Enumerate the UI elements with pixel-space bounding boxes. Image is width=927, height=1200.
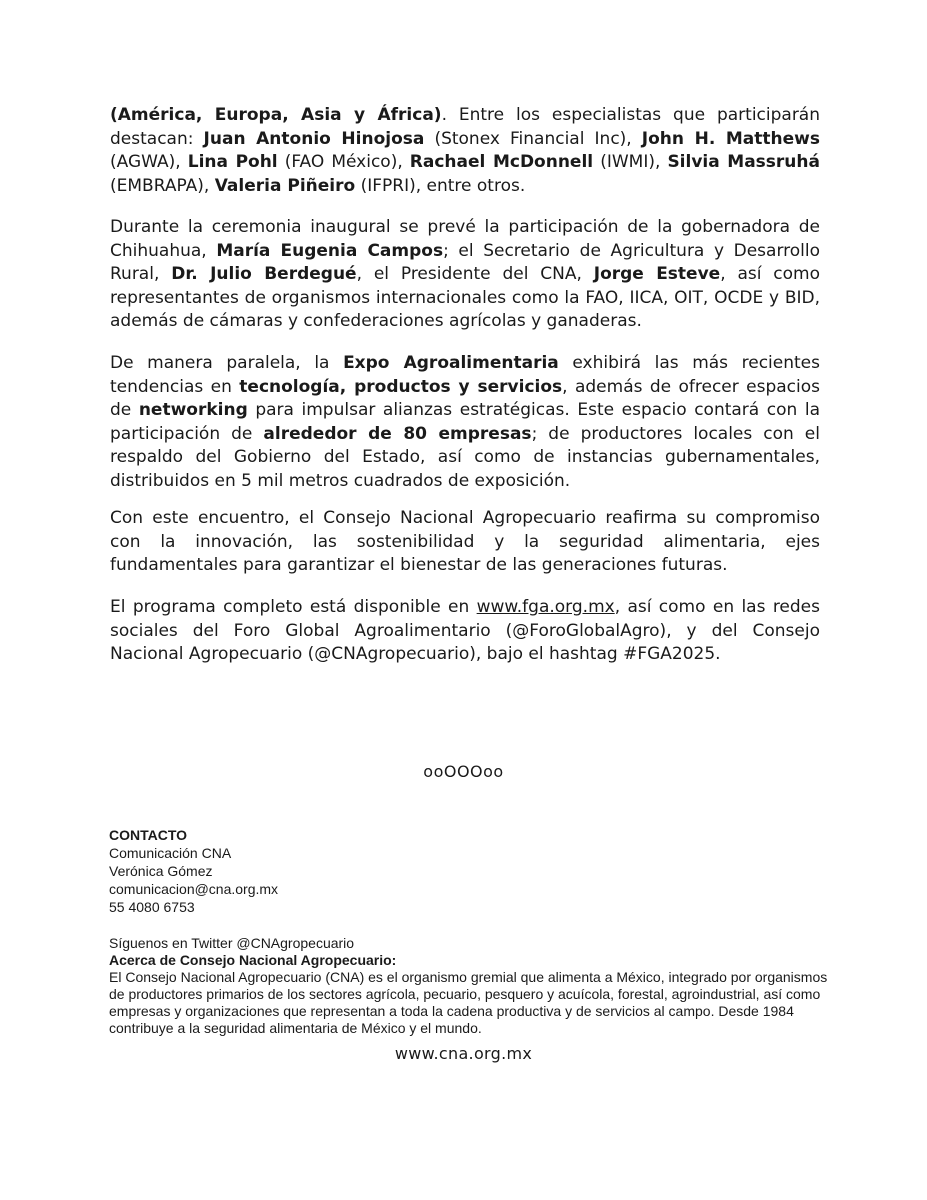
text-span: , así como representantes de organismos internacionales como la FAO, IICA, OIT, OCDE y BID, además de cámaras y confederaciones agrícolas y ganaderas.	[110, 264, 820, 331]
text-span: Con este encuentro, el Consejo Nacional Agropecuario reafirma su compromiso con la innovación, las sostenibilidad y la seguridad alimentaria, ejes fundamentales para garantizar el bienestar de las generaciones futuras.	[110, 508, 820, 575]
bold-phrase: tecnología, productos y servicios	[239, 376, 563, 397]
bold-phrase: alrededor de 80 empresas	[263, 423, 532, 444]
specialist-name: Silvia Massruhá	[667, 152, 820, 172]
paragraph-expo	[110, 352, 820, 493]
twitter-follow: Síguenos en Twitter @CNAgropecuario	[109, 935, 355, 951]
regions-text: (América, Europa, Asia y África)	[110, 105, 442, 125]
paragraph-program	[110, 596, 820, 667]
contact-block	[109, 826, 278, 916]
contact-name: Verónica Gómez	[109, 863, 213, 879]
text-span: ; el Secretario de Agricultura y Desarrollo Rural,	[110, 240, 820, 284]
contact-title: CONTACTO	[109, 827, 188, 843]
text-span: De manera paralela, la	[110, 353, 344, 373]
text-span: El programa completo está disponible en	[110, 597, 477, 617]
text-span: Durante la ceremonia inaugural se prevé la participación de la gobernadora de Chihuahua,	[110, 217, 820, 261]
text-span: , además de ofrecer espacios de	[110, 376, 820, 420]
contact-org: Comunicación CNA	[109, 845, 232, 861]
specialist-name: John H. Matthews	[641, 128, 820, 149]
text-span: (FAO México),	[277, 152, 410, 172]
text-span: , el Presidente del CNA,	[356, 264, 594, 284]
contact-email[interactable]: comunicacion@cna.org.mx	[109, 881, 279, 897]
paragraph-ceremony	[110, 216, 820, 334]
text-span: para impulsar alianzas estratégicas. Este espacio contará con la participación de	[110, 400, 820, 444]
about-text: El Consejo Nacional Agropecuario (CNA) es el organismo gremial que alimenta a México, integrado por organismos de productores primarios de los sectores agrícola, pecuario, pesquero y acuícola, forestal, agroindustrial, así como empresas y organizaciones que representan a toda la cadena productiva y de servicios al campo. Desde 1984 contribuye a la seguridad alimentaria de México y el mundo.	[109, 969, 828, 1036]
specialist-name: Juan Antonio Hinojosa	[203, 128, 425, 149]
text-span: ; de productores locales con el respaldo del Gobierno del Estado, así como de instancias gubernamentales, distribuidos en 5 mil metros cuadrados de exposición.	[110, 423, 820, 491]
contact-phone: 55 4080 6753	[109, 899, 195, 915]
about-title: Acerca de Consejo Nacional Agropecuario:	[109, 952, 397, 968]
official-name: María Eugenia Campos	[216, 240, 444, 261]
official-name: Dr. Julio Berdegué	[171, 264, 357, 284]
bold-phrase: Expo Agroalimentaria	[343, 353, 559, 373]
program-link[interactable]: www.fga.org.mx	[476, 597, 615, 617]
bold-phrase: networking	[138, 400, 248, 420]
paragraph-specialists	[110, 104, 820, 198]
text-span: . Entre los especialistas que participarán destacan:	[110, 105, 820, 149]
section-separator: ooOOOoo	[423, 762, 504, 781]
about-block	[109, 952, 829, 1037]
text-span: (Stonex Financial Inc),	[424, 128, 642, 149]
text-span: (IWMI),	[593, 152, 668, 172]
specialist-name: Rachael McDonnell	[409, 152, 594, 172]
official-name: Jorge Esteve	[593, 264, 721, 284]
specialist-name: Lina Pohl	[187, 152, 278, 172]
paragraph-commitment	[110, 507, 820, 578]
website-url[interactable]: www.cna.org.mx	[394, 1044, 533, 1063]
text-span: (IFPRI), entre otros.	[355, 175, 526, 196]
text-span: (EMBRAPA),	[110, 175, 215, 196]
specialist-name: Valeria Piñeiro	[214, 175, 356, 196]
text-span: exhibirá las más recientes tendencias en	[110, 353, 820, 397]
text-span: , así como en las redes sociales del Foro Global Agroalimentario (@ForoGlobalAgro), y del Consejo Nacional Agropecuario (@CNAgropecuario), bajo el hashtag #FGA2025.	[110, 597, 821, 664]
text-span: (AGWA),	[110, 152, 188, 172]
